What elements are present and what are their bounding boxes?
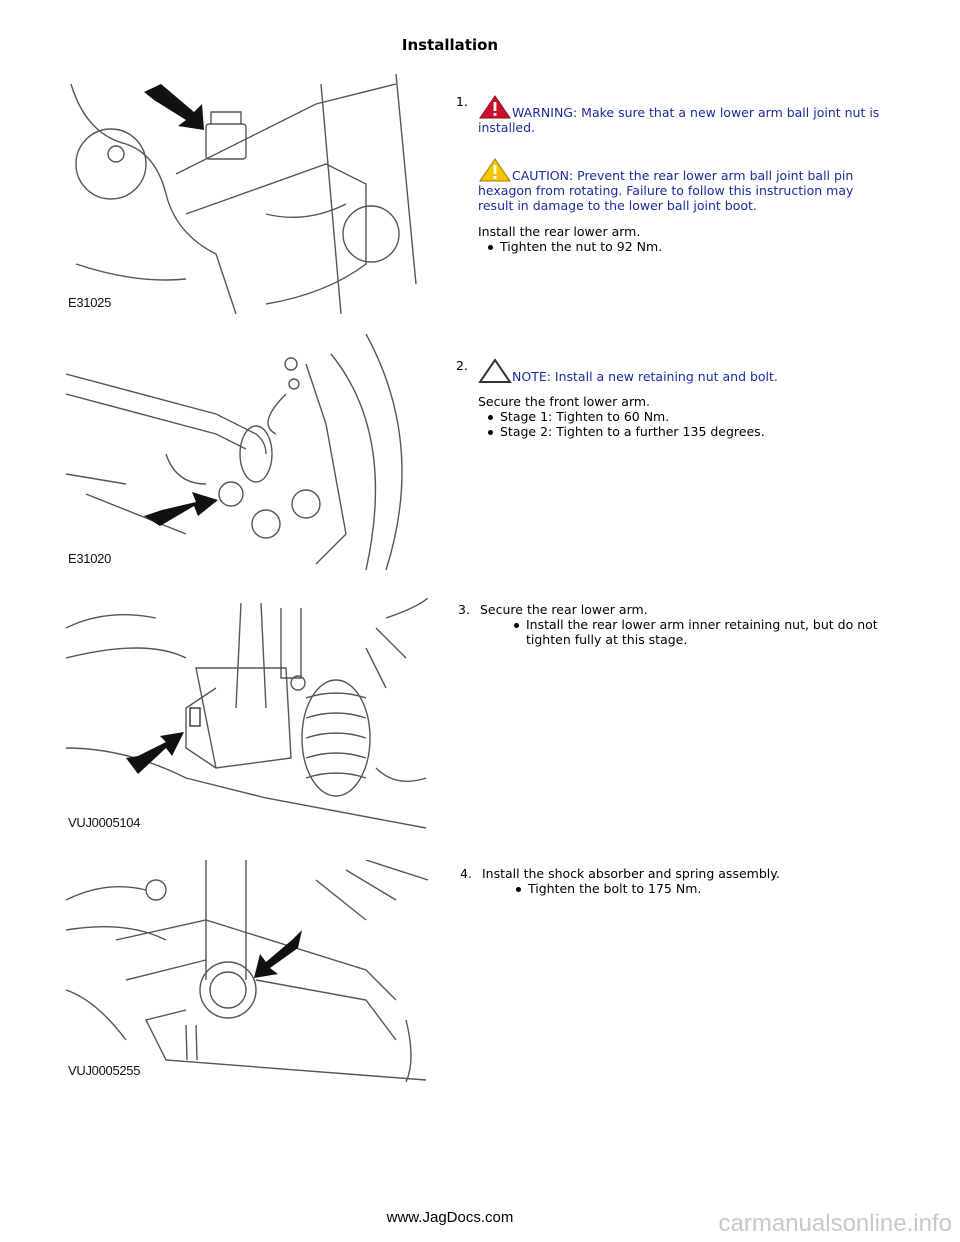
bolt-head-icon <box>190 708 200 726</box>
list-item: Stage 2: Tighten to a further 135 degrees. <box>500 424 886 439</box>
figure-step-1 <box>66 64 428 314</box>
figure-code: VUJ0005255 <box>68 1063 141 1078</box>
instruction: Secure the rear lower arm. <box>480 602 648 617</box>
caution-triangle-icon <box>478 157 512 183</box>
warning-block <box>478 94 886 135</box>
caution-text: CAUTION: Prevent the rear lower arm ball joint ball pin hexagon from rotating. Failure to follow this instruction may result in damage to the lower ball joint boot. <box>478 168 854 213</box>
bullet-list <box>460 881 890 896</box>
step-number: 3. <box>458 602 470 617</box>
figure-step-3 <box>66 598 428 834</box>
step-number: 1. <box>456 94 468 109</box>
figure-code: E31020 <box>68 551 112 566</box>
bullet-list <box>458 617 878 647</box>
bullet-list <box>456 409 886 439</box>
note-text: NOTE: Install a new retaining nut and bolt. <box>512 369 778 384</box>
watermark: carmanualsonline.info <box>718 1210 952 1237</box>
step-4 <box>460 866 890 896</box>
step-3 <box>458 602 888 647</box>
suspension-illustration-2 <box>66 334 428 570</box>
step-2 <box>456 358 886 439</box>
step-number: 4. <box>460 866 472 881</box>
suspension-illustration-3 <box>66 598 428 834</box>
note-block <box>456 358 886 384</box>
caution-block <box>478 157 886 213</box>
figure-step-2 <box>66 334 428 570</box>
suspension-illustration-4 <box>66 860 428 1082</box>
warning-triangle-icon <box>478 94 512 120</box>
callout-arrow-icon <box>126 732 184 774</box>
list-item: Tighten the bolt to 175 Nm. <box>528 881 890 896</box>
page-title: Installation <box>401 36 499 54</box>
warning-text: WARNING: Make sure that a new lower arm ball joint nut is installed. <box>478 105 880 135</box>
step-1 <box>456 94 886 254</box>
callout-arrow-icon <box>144 84 204 130</box>
note-triangle-icon <box>478 358 512 384</box>
figure-code: E31025 <box>68 295 112 310</box>
callout-arrow-icon <box>144 492 218 526</box>
instruction: Secure the front lower arm. <box>478 394 651 409</box>
suspension-illustration-1 <box>66 64 428 314</box>
instruction: Install the shock absorber and spring assembly. <box>482 866 780 881</box>
figure-code: VUJ0005104 <box>68 815 141 830</box>
list-item: Install the rear lower arm inner retaining nut, but do not tighten fully at this stage. <box>526 617 878 647</box>
figure-step-4 <box>66 860 428 1082</box>
list-item: Stage 1: Tighten to 60 Nm. <box>500 409 886 424</box>
instruction: Install the rear lower arm. <box>478 224 641 239</box>
step-number: 2. <box>456 358 468 373</box>
list-item: Tighten the nut to 92 Nm. <box>500 239 886 254</box>
bullet-list <box>456 239 886 254</box>
footer-url[interactable]: www.JagDocs.com <box>386 1209 514 1226</box>
